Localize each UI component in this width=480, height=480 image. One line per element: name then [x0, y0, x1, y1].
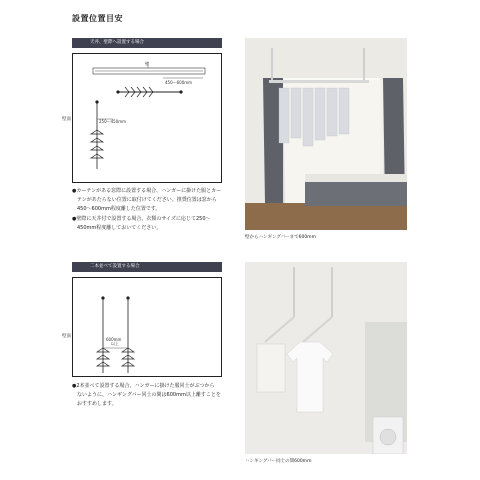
photo2-illustration — [245, 262, 407, 454]
bar-end-right — [179, 90, 182, 93]
note-line: おすすめします。 — [72, 401, 117, 408]
laundry-bag — [257, 344, 285, 392]
page-title: 設置位置目安 — [72, 14, 123, 23]
pole-left — [271, 48, 273, 82]
note-line: 450mm程度離しておいてください。 — [72, 224, 162, 231]
photo2-caption: ハンギングバー同士の間600mm — [245, 459, 312, 464]
floor — [245, 203, 407, 230]
note-line: ないように、ハンギングバー同士の間は600mm以上離すことを — [72, 392, 221, 399]
section1-diagram — [72, 53, 222, 183]
wall-side-label: 壁 — [145, 61, 149, 66]
distance-suffix: 以上 — [111, 341, 119, 346]
wall-distance-label: 250〜450mm — [99, 119, 127, 124]
photo1-caption: 壁からハンギングバーまで600mm — [245, 235, 316, 240]
bar-right-top — [126, 296, 129, 299]
hanging-bar-photo — [269, 80, 369, 83]
vertical-bar-top — [95, 100, 98, 103]
pole-right — [363, 48, 365, 82]
section1-notes — [72, 187, 222, 233]
photo-window-hanging-bar — [245, 38, 407, 230]
section2-header: 二本並べて設置する場合 — [72, 262, 222, 272]
note-line: テンがあたらない位置に取付けてください。推奨位置は窓から — [72, 197, 217, 204]
section2-notes — [72, 382, 222, 410]
section2-diagram — [72, 277, 222, 377]
photo1-illustration — [245, 38, 407, 230]
section1-header: 天井、壁際へ設置する場合 — [72, 38, 222, 48]
distance-side-label: 450〜600mm — [165, 80, 193, 85]
section2-diagram-svg — [73, 278, 223, 378]
note-line: 450〜600mm程度離した位置です。 — [72, 206, 161, 213]
wall-label-2: 壁面 — [62, 334, 71, 339]
section1-diagram-svg — [73, 54, 223, 184]
bar-end-left — [116, 90, 119, 93]
bar-left-top — [101, 296, 104, 299]
distance-label: 600mm — [106, 337, 122, 342]
pole-2 — [331, 267, 333, 317]
machine-door — [380, 429, 396, 445]
bed-sheet — [305, 174, 407, 182]
photo-laundry-hanging-bars — [245, 262, 407, 454]
wall-label-1: 壁面 — [62, 117, 71, 122]
bed-blanket — [305, 178, 407, 206]
note-line: ●カーテンがある窓際に設置する場合、ハンガーに掛けた服とカー — [72, 188, 222, 194]
note-line: ●2本並べて設置する場合、ハンガーに掛けた服同士がぶつから — [72, 383, 215, 389]
pole-1 — [293, 267, 295, 317]
note-line: ●壁際に天井付で設置する場合、衣類のサイズに応じて250〜 — [72, 215, 211, 222]
